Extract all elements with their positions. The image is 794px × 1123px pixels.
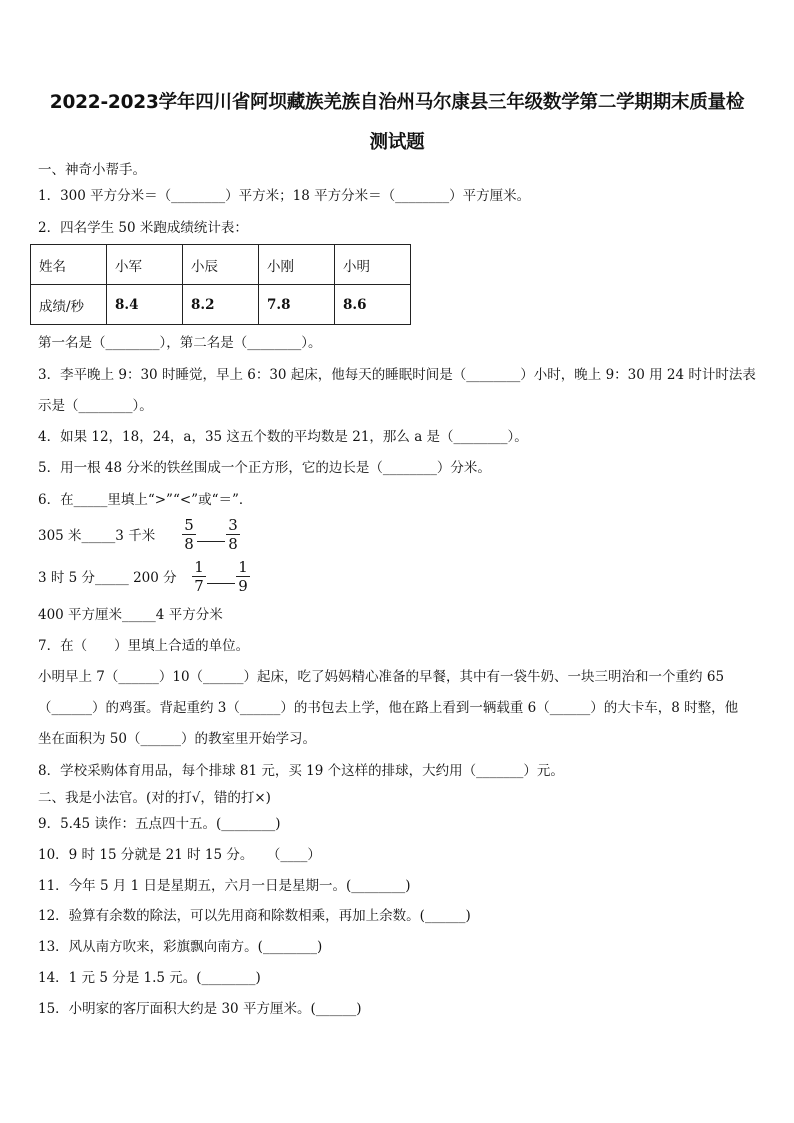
question-8: 8．学校采购体育用品，每个排球 81 元，买 19 个这样的排球，大约用（_______）元。 — [38, 763, 564, 779]
table-cell: 7.8 — [259, 285, 335, 325]
document-title-line1: 2022-2023学年四川省阿坝藏族羌族自治州马尔康县三年级数学第二学期期末质量检 — [49, 92, 745, 113]
table-row — [31, 245, 411, 285]
fraction-numerator: 1 — [194, 558, 204, 576]
fraction-3-8 — [225, 516, 241, 553]
question-7-line1: 小明早上 7（______）10（______）起床，吃了妈妈精心准备的早餐，其中有一袋牛奶、一块三明治和一个重约 65 — [38, 669, 725, 685]
section-1-heading: 一、神奇小帮手。 — [38, 162, 146, 178]
question-6b: 3 时 5 分_____ 200 分 — [38, 570, 177, 586]
fraction-numerator: 1 — [238, 558, 248, 576]
question-6a: 305 米_____3 千米 — [38, 528, 156, 544]
fraction-denominator: 8 — [228, 535, 238, 553]
question-3-line2: 示是（________）。 — [38, 398, 153, 414]
question-7: 7．在（ ）里填上合适的单位。 — [38, 638, 250, 654]
fraction-5-8 — [181, 516, 197, 553]
question-4: 4．如果 12，18，24，a，35 这五个数的平均数是 21，那么 a 是（________）。 — [38, 429, 528, 445]
question-6: 6．在_____里填上“>”“<”或“＝”． — [38, 492, 253, 508]
table-cell: 8.2 — [183, 285, 259, 325]
question-3-line1: 3．李平晚上 9：30 时睡觉，早上 6：30 起床，他每天的睡眠时间是（________）小时，晚上 9：30 用 24 时计时法表 — [38, 367, 756, 383]
fraction-denominator: 8 — [184, 535, 194, 553]
table-cell: 小辰 — [183, 245, 259, 285]
comparison-blank — [207, 583, 235, 584]
question-2-answer: 第一名是（________），第二名是（________）。 — [38, 335, 322, 351]
question-7-line2: （______）的鸡蛋。背起重约 3（______）的书包去上学，他在路上看到一辆载重 6（______）的大卡车，8 时整，他 — [38, 700, 739, 716]
table-cell: 小刚 — [259, 245, 335, 285]
table-row — [31, 285, 411, 325]
table-cell: 8.6 — [335, 285, 411, 325]
fraction-numerator: 3 — [228, 516, 238, 534]
table-cell: 小明 — [335, 245, 411, 285]
question-2: 2．四名学生 50 米跑成绩统计表： — [38, 220, 248, 236]
question-5: 5．用一根 48 分米的铁丝围成一个正方形，它的边长是（________）分米。 — [38, 460, 491, 476]
question-1: 1．300 平方分米＝（________）平方米；18 平方分米＝（________）平方厘米。 — [38, 188, 531, 204]
question-12: 12．验算有余数的除法，可以先用商和除数相乘，再加上余数。(______) — [38, 908, 471, 924]
fraction-1-9 — [235, 558, 251, 595]
question-13: 13．风从南方吹来，彩旗飘向南方。(________) — [38, 939, 323, 955]
fraction-denominator: 7 — [194, 577, 204, 595]
fraction-denominator: 9 — [238, 577, 248, 595]
table-cell: 8.4 — [107, 285, 183, 325]
section-2-heading: 二、我是小法官。(对的打√，错的打×) — [38, 790, 271, 806]
question-15: 15．小明家的客厅面积大约是 30 平方厘米。(______) — [38, 1001, 362, 1017]
score-table — [30, 244, 411, 325]
fraction-numerator: 5 — [184, 516, 194, 534]
question-10: 10．9 时 15 分就是 21 时 15 分。 （____） — [38, 847, 321, 863]
question-11: 11．今年 5 月 1 日是星期五，六月一日是星期一。(________) — [38, 878, 411, 894]
question-6c: 400 平方厘米_____4 平方分米 — [38, 607, 223, 623]
table-cell: 小军 — [107, 245, 183, 285]
fraction-1-7 — [191, 558, 207, 595]
question-9: 9．5.45 读作：五点四十五。(________) — [38, 816, 281, 832]
question-14: 14．1 元 5 分是 1.5 元。(________) — [38, 970, 261, 986]
table-cell: 成绩/秒 — [31, 285, 107, 325]
document-title-line2: 测试题 — [369, 132, 425, 153]
question-7-line3: 坐在面积为 50（______）的教室里开始学习。 — [38, 731, 316, 747]
comparison-blank — [197, 541, 225, 542]
table-cell: 姓名 — [31, 245, 107, 285]
